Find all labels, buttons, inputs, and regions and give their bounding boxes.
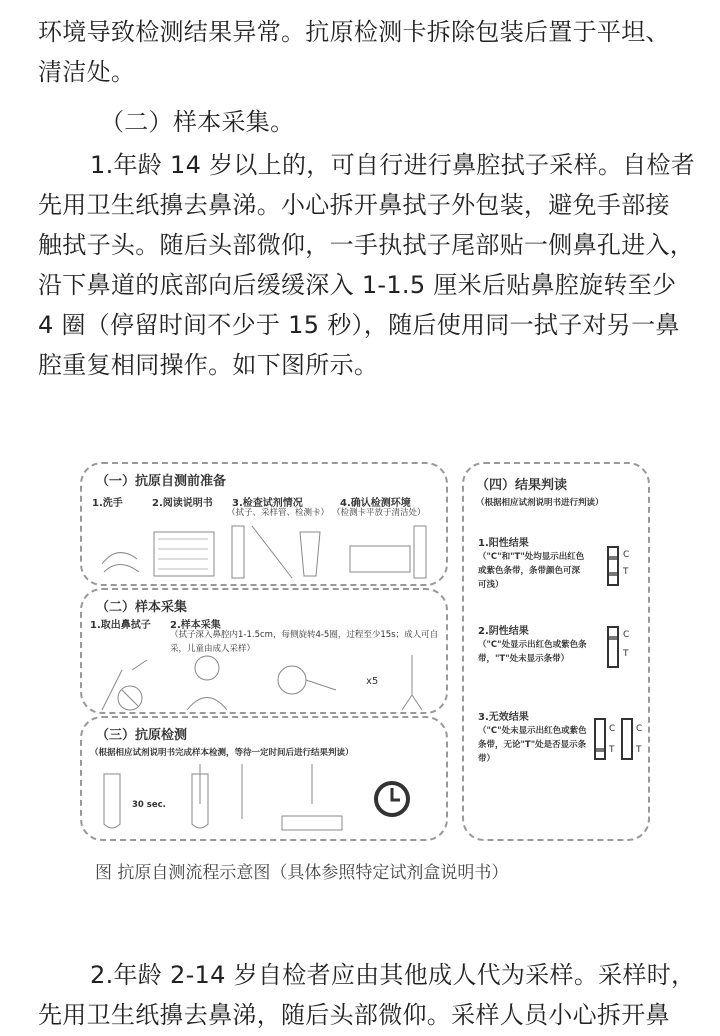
sampling-step: 2.样本采集 (170, 620, 221, 631)
prep-illustrations (92, 524, 442, 580)
sampling-box (80, 588, 448, 714)
result-label: 1.阳性结果 (478, 538, 529, 549)
reading-note: （根据相应试剂说明书进行判读） (476, 498, 604, 508)
swab-pack-icon (102, 660, 147, 710)
section-heading: （二）样本采集。 (100, 108, 295, 136)
t-label: T (609, 745, 615, 755)
hands-icon (102, 553, 139, 572)
test-strip-invalid (594, 718, 606, 760)
prep-step: 1.洗手 (92, 498, 123, 509)
tube-icon (300, 532, 320, 576)
prep-box (80, 462, 448, 586)
t-label: T (636, 745, 642, 755)
testing-illustrations (92, 764, 442, 836)
c-label: C (609, 724, 616, 734)
prep-step: 3.检查试剂情况 (232, 498, 303, 509)
result-desc: （"C"和"T"处均显示出红色或紫色条带，条带颜色可深可浅） (478, 552, 585, 590)
prep-note: （检测卡平放于清洁处） (332, 508, 426, 518)
test-card-icon (282, 816, 342, 830)
c-label: C (623, 630, 630, 640)
paragraph-line: 腔重复相同操作。如下图所示。 (38, 351, 379, 379)
sampling-title: （二）样本采集 (96, 600, 188, 615)
tube-squeeze-icon (192, 764, 208, 828)
result-desc: （"C"处显示出红色或紫色条带，"T"处未显示条带） (478, 640, 587, 664)
t-label: T (623, 649, 629, 659)
paragraph-line: 清洁处。 (38, 58, 136, 86)
test-strip-negative (607, 626, 619, 668)
t-label: T (623, 567, 629, 577)
paragraph-line: 4 圈（停留时间不少于 15 秒），随后使用同一拭子对另一鼻 (38, 311, 680, 339)
sampling-step: 1.取出鼻拭子 (90, 620, 151, 631)
result-desc: （"C"处未显示出红色或紫色条带，无论"T"处是否显示条带） (478, 726, 587, 764)
test-strip-positive (607, 546, 619, 586)
result-label: 2.阴性结果 (478, 626, 529, 637)
tube-icon (104, 774, 120, 828)
test-card-icon (232, 526, 244, 578)
card-on-surface-icon (350, 546, 410, 572)
rotate-count: x5 (366, 676, 379, 687)
paragraph-line: 先用卫生纸擤去鼻涕，随后头部微仰。采样人员小心拆开鼻 (38, 1001, 670, 1029)
c-label: C (636, 724, 643, 734)
figure-caption: 图 抗原自测流程示意图（具体参照特定试剂盒说明书） (95, 863, 509, 883)
testing-title: （三）抗原检测 (96, 728, 188, 743)
result-label: 3.无效结果 (478, 712, 529, 723)
test-strip-invalid (621, 718, 633, 760)
prep-step: 2.阅读说明书 (152, 498, 213, 509)
sampling-illustrations (92, 650, 442, 712)
time-label: 30 sec. (132, 800, 166, 810)
paragraph-line: 2.年龄 2-14 岁自检者应由其他成人代为采样。采样时， (90, 961, 696, 989)
reading-title: （四）结果判读 (476, 478, 568, 493)
sampling-note: （拭子深入鼻腔内1-1.5cm，每侧旋转4-5圈，过程至少15s；成人可自采，儿童由成人采样） (170, 630, 439, 654)
person-front-icon (195, 656, 219, 680)
testing-box (80, 716, 448, 841)
swab-rotate-icon (402, 655, 422, 710)
paragraph-line: 沿下鼻道的底部向后缓缓深入 1-1.5 厘米后贴鼻腔旋转至少 (38, 271, 677, 299)
c-label: C (623, 550, 630, 560)
swab-icon (252, 526, 292, 578)
reading-box (462, 462, 650, 841)
paragraph-line: 先用卫生纸擤去鼻涕。小心拆开鼻拭子外包装，避免手部接 (38, 191, 670, 219)
person-side-icon (278, 666, 306, 694)
paragraph-line: 环境导致检测结果异常。抗原检测卡拆除包装后置于平坦、 (38, 18, 670, 46)
prep-step: 4.确认检测环境 (340, 498, 411, 509)
prep-title: （一）抗原自测前准备 (96, 474, 227, 489)
prep-note: （拭子、采样管、检测卡） (227, 508, 330, 518)
paragraph-line: 触拭子头。随后头部微仰，一手执拭子尾部贴一侧鼻孔进入， (38, 231, 695, 259)
testing-note: （根据相应试剂说明书完成样本检测，等待一定时间后进行结果判读） (90, 748, 354, 758)
paragraph-line: 1.年龄 14 岁以上的，可自行进行鼻腔拭子采样。自检者 (90, 151, 696, 179)
